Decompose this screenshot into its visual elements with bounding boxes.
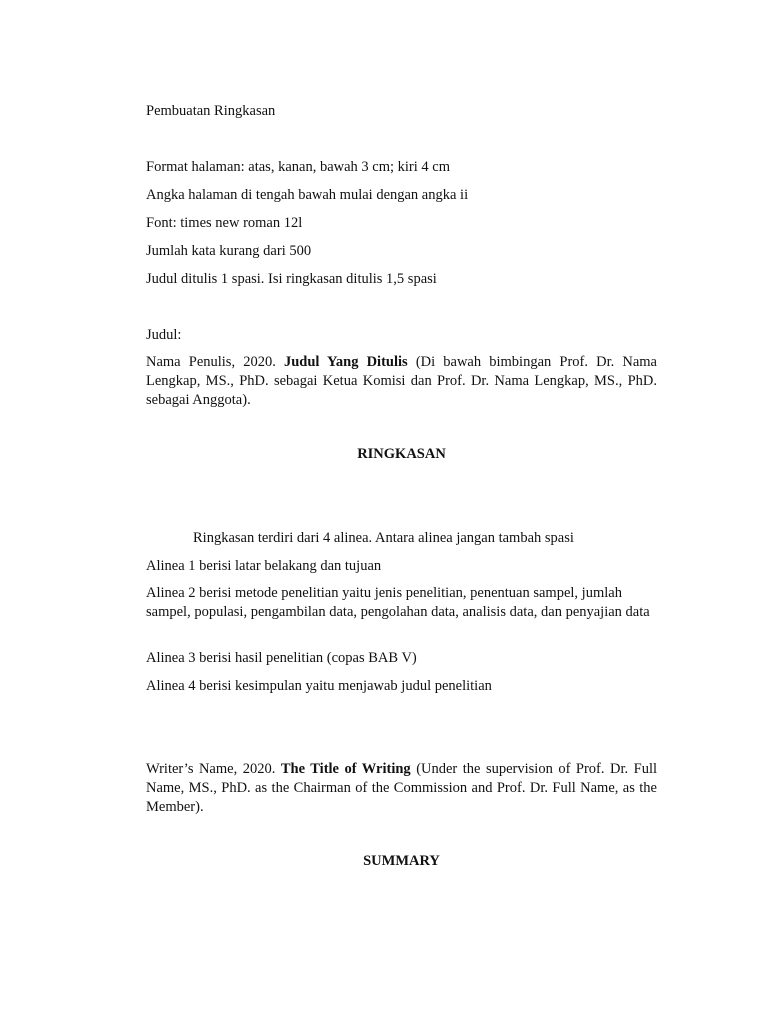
citation-indonesian	[146, 353, 657, 410]
citation-en-title: The Title of Writing	[280, 761, 411, 777]
citation-id-prefix: Nama Penulis, 2020.	[146, 354, 284, 370]
citation-english	[146, 760, 657, 817]
instruction-page-format: Format halaman: atas, kanan, bawah 3 cm; kiri 4 cm	[146, 159, 451, 175]
citation-en-suffix: (Under the supervision of Prof. Dr. Full Name, MS., PhD. as the Chairman of the Commission and Prof. Dr. Full Name, as the Member).	[146, 761, 657, 815]
alinea-2: Alinea 2 berisi metode penelitian yaitu jenis penelitian, penentuan sampel, jumlah sampel, populasi, pengambilan data, pengolahan data, analisis data, dan penyajian data	[146, 585, 650, 620]
citation-en-prefix: Writer’s Name, 2020.	[146, 761, 281, 777]
instruction-spacing: Judul ditulis 1 spasi. Isi ringkasan ditulis 1,5 spasi	[146, 271, 437, 287]
instruction-word-count: Jumlah kata kurang dari 500	[146, 243, 312, 259]
judul-label: Judul:	[146, 327, 182, 343]
alinea-4: Alinea 4 berisi kesimpulan yaitu menjawab judul penelitian	[146, 678, 492, 694]
citation-id-title: Judul Yang Ditulis	[283, 354, 408, 370]
summary-heading: SUMMARY	[363, 853, 440, 869]
instruction-page-number: Angka halaman di tengah bawah mulai dengan angka ii	[146, 187, 469, 203]
instruction-font: Font: times new roman 12l	[146, 215, 303, 231]
doc-title: Pembuatan Ringkasan	[146, 103, 276, 119]
alinea-1: Alinea 1 berisi latar belakang dan tujuan	[146, 558, 382, 574]
ringkasan-heading: RINGKASAN	[357, 446, 446, 462]
alinea-3: Alinea 3 berisi hasil penelitian (copas BAB V)	[146, 650, 417, 666]
citation-id-suffix: (Di bawah bimbingan Prof. Dr. Nama Lengkap, MS., PhD. sebagai Ketua Komisi dan Prof. Dr. Nama Lengkap, MS., PhD. sebagai Anggota).	[146, 354, 657, 408]
ringkasan-intro: Ringkasan terdiri dari 4 alinea. Antara alinea jangan tambah spasi	[193, 530, 574, 546]
